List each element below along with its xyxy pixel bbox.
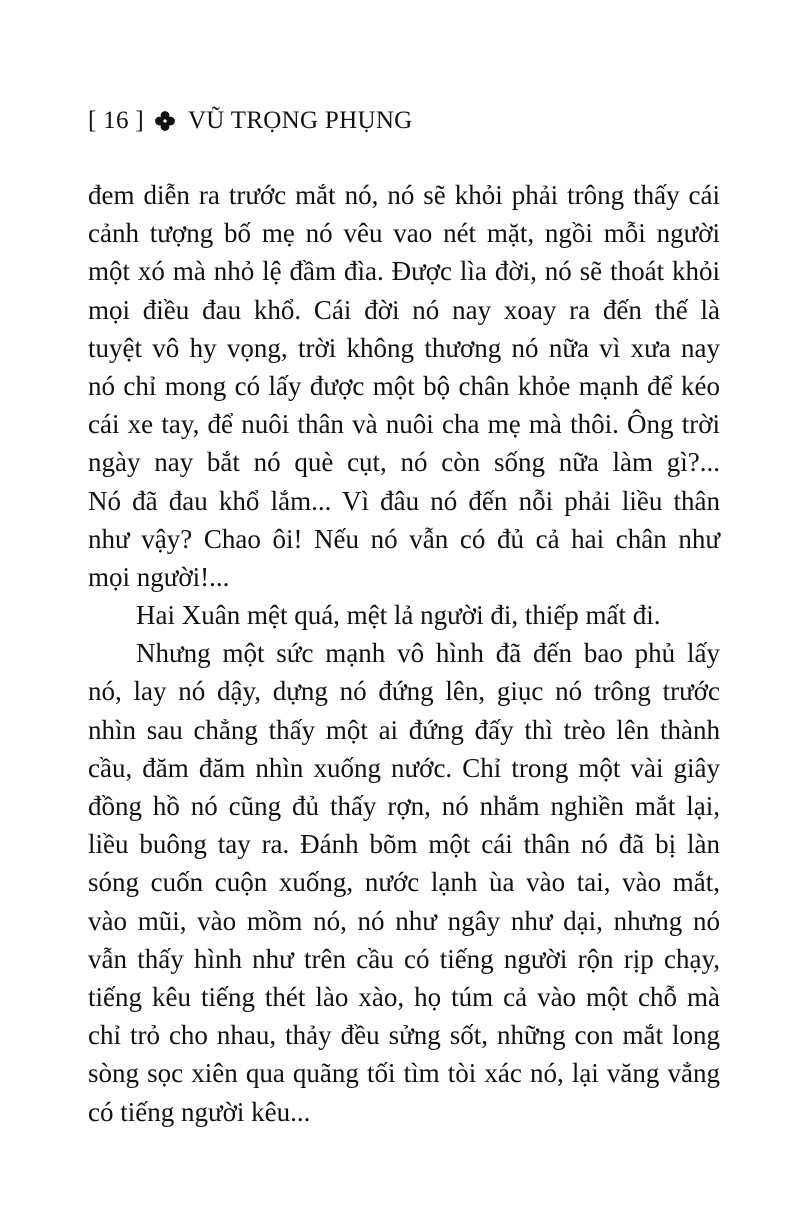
text-line: Nó đã đau khổ lắm... Vì đâu nó đến nỗi phải liều thân xyxy=(88,485,720,516)
text-line: đồng hồ nó cũng đủ thấy rợn, nó nhắm nghiền mắt lại, xyxy=(88,791,720,821)
page-number: [ 16 ] xyxy=(88,107,144,134)
author-name: VŨ TRỌNG PHỤNG xyxy=(187,107,413,134)
text-line: chỉ trỏ cho nhau, thảy đều sửng sốt, những con mắt long xyxy=(88,1020,720,1051)
text-line: cầu, đăm đăm nhìn xuống nước. Chỉ trong một vài giây xyxy=(88,752,720,783)
text-line: Nhưng một sức mạnh vô hình đã đến bao phủ lấy xyxy=(136,638,720,669)
text-line: liều buông tay ra. Đánh bõm một cái thân nó đã bị làn xyxy=(88,829,720,860)
text-line: Hai Xuân mệt quá, mệt lả người đi, thiếp mất đi. xyxy=(136,600,661,631)
text-line: sòng sọc xiên qua quãng tối tìm tòi xác nó, lại văng vẳng xyxy=(88,1058,720,1089)
body-text xyxy=(88,176,720,1131)
text-line: nhìn sau chẳng thấy một ai đứng đấy thì trèo lên thành xyxy=(88,714,720,745)
text-line: nó chỉ mong có lấy được một bộ chân khỏe mạnh để kéo xyxy=(88,370,720,401)
text-line: vẫn thấy hình như trên cầu có tiếng người rộn rịp chạy, xyxy=(88,943,720,974)
text-line: mọi người!... xyxy=(88,561,230,592)
flower-ornament-icon xyxy=(154,110,176,132)
text-line: đem diễn ra trước mắt nó, nó sẽ khỏi phải trông thấy cái xyxy=(88,180,720,210)
running-header xyxy=(88,103,413,139)
text-line: mọi điều đau khổ. Cái đời nó nay xoay ra đến thế là xyxy=(88,294,720,325)
text-line: cái xe tay, để nuôi thân và nuôi cha mẹ mà thôi. Ông trời xyxy=(88,409,720,440)
text-line: cảnh tượng bố mẹ nó vêu vao nét mặt, ngồi mỗi người xyxy=(88,218,720,249)
text-line: nó, lay nó dậy, dựng nó đứng lên, giục nó trông trước xyxy=(88,676,720,707)
text-line: tiếng kêu tiếng thét lào xào, họ túm cả vào một chỗ mà xyxy=(88,981,720,1012)
text-line: vào mũi, vào mồm nó, nó như ngây như dại, nhưng nó xyxy=(88,905,720,936)
text-line: ngày nay bắt nó què cụt, nó còn sống nữa làm gì?... xyxy=(88,447,720,478)
text-line: có tiếng người kêu... xyxy=(88,1096,311,1127)
text-line: sóng cuốn cuộn xuống, nước lạnh ùa vào tai, vào mắt, xyxy=(88,867,720,898)
text-line: tuyệt vô hy vọng, trời không thương nó nữa vì xưa nay xyxy=(88,332,720,363)
text-line: một xó mà nhỏ lệ đầm đìa. Được lìa đời, nó sẽ thoát khỏi xyxy=(88,256,720,287)
text-line: như vậy? Chao ôi! Nếu nó vẫn có đủ cả hai chân như xyxy=(88,523,720,554)
